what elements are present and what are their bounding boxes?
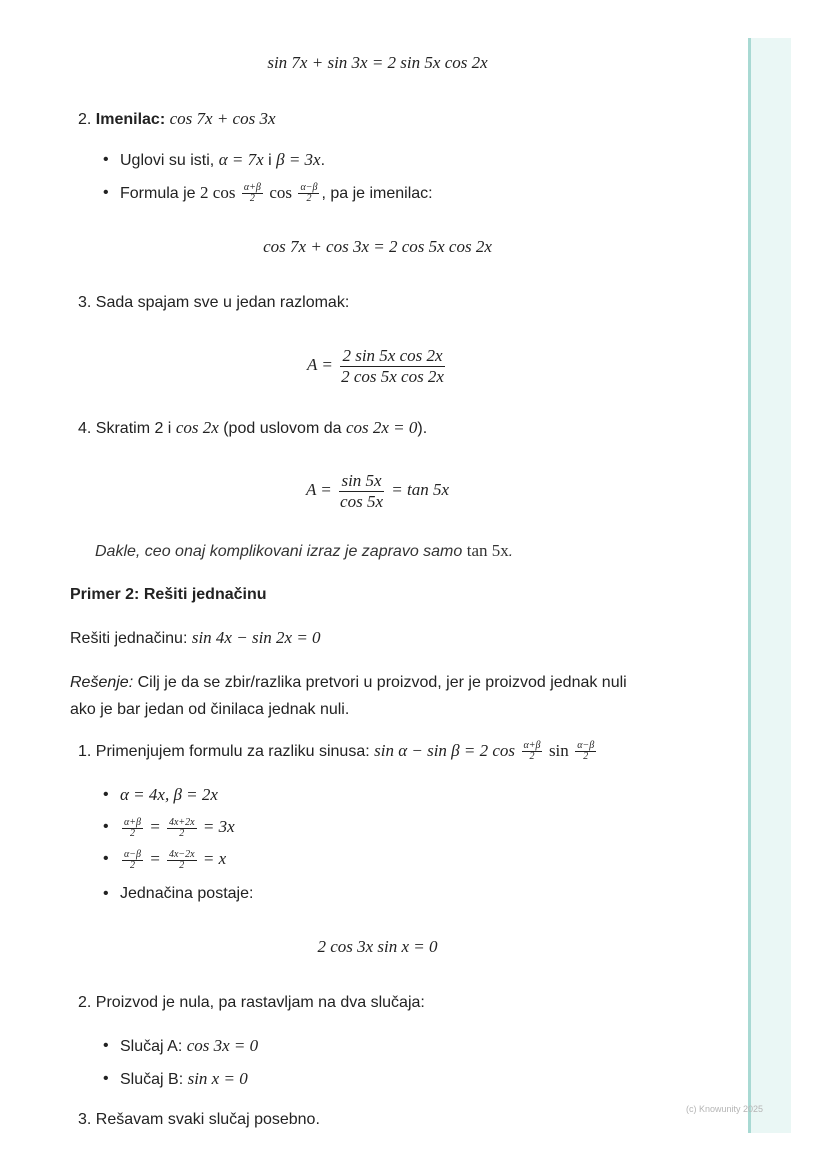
bullet-equation-becomes: • Jednačina postaje:	[103, 885, 254, 902]
step-3b: 3. Rešavam svaki slučaj posebno.	[78, 1111, 320, 1128]
equation-sum-cosines: cos 7x + cos 3x = 2 cos 5x cos 2x	[263, 237, 492, 256]
fraction: $\frac{\alpha+\beta}{2}$	[243, 182, 261, 205]
solution-line-2: ako je bar jedan od činilaca jednak nuli.	[70, 701, 350, 718]
step-1: 1. Primenjujem formulu za razliku sinusa: sin α − sin β = 2 cos $\frac{\alpha+\beta}{2}$ sin $\frac{\alpha-\beta}{2}$	[78, 740, 595, 763]
equation-fraction-a: A = $\frac{\text{2 sin 5x cos 2x}}{\text{2 cos 5x cos 2x}}$	[307, 345, 444, 386]
equation-sum-sines: sin 7x + sin 3x = 2 sin 5x cos 2x	[267, 53, 488, 72]
step-4: 4. Skratim 2 i cos 2x (pod uslovom da cos 2x = 0).	[78, 418, 428, 437]
fraction: $\frac{\alpha-\beta}{2}$	[300, 182, 318, 205]
solution-line-1: Rešenje: Cilj je da se zbir/razlika pretvori u proizvod, jer je proizvod jednak nuli	[70, 674, 627, 691]
case-b: • Slučaj B: sin x = 0	[103, 1069, 248, 1088]
bullet-half-sum: • $\frac{\alpha+\beta}{2}$ = $\frac{4x+2x}{2}$ = 3x	[103, 816, 235, 839]
step-3: 3. Sada spajam sve u jedan razlomak:	[78, 294, 350, 311]
bullet-half-diff: • $\frac{\alpha-\beta}{2}$ = $\frac{4x-2x}{2}$ = x	[103, 848, 227, 871]
conclusion: Dakle, ceo onaj komplikovani izraz je zapravo samo tan 5x.	[95, 541, 514, 560]
side-accent-bar	[748, 38, 751, 1133]
task: Rešiti jednačinu: sin 4x − sin 2x = 0	[70, 628, 321, 647]
bullet-alpha-beta: • α = 4x, β = 2x	[103, 785, 218, 804]
watermark: (c) Knowunity 2025	[686, 1104, 764, 1114]
case-a: • Slučaj A: cos 3x = 0	[103, 1036, 259, 1055]
step-2b: 2. Proizvod je nula, pa rastavljam na dva slučaja:	[78, 994, 425, 1011]
step-2: 2. Imenilac: cos 7x + cos 3x	[78, 109, 276, 128]
equation-tan: A = $\frac{\sin 5x}{\cos 5x}$ = tan 5x	[305, 470, 450, 511]
side-panel	[751, 38, 791, 1133]
bullet-formula: • Formula je 2 cos $\frac{\alpha+\beta}{2}$ cos $\frac{\alpha-\beta}{2}$ , pa je imenilac:	[103, 182, 433, 205]
bullet-angles: • Uglovi su isti, α = 7x i β = 3x.	[103, 150, 326, 169]
equation-product: 2 cos 3x sin x = 0	[317, 937, 438, 956]
section-heading: Primer 2: Rešiti jednačinu	[70, 586, 267, 603]
